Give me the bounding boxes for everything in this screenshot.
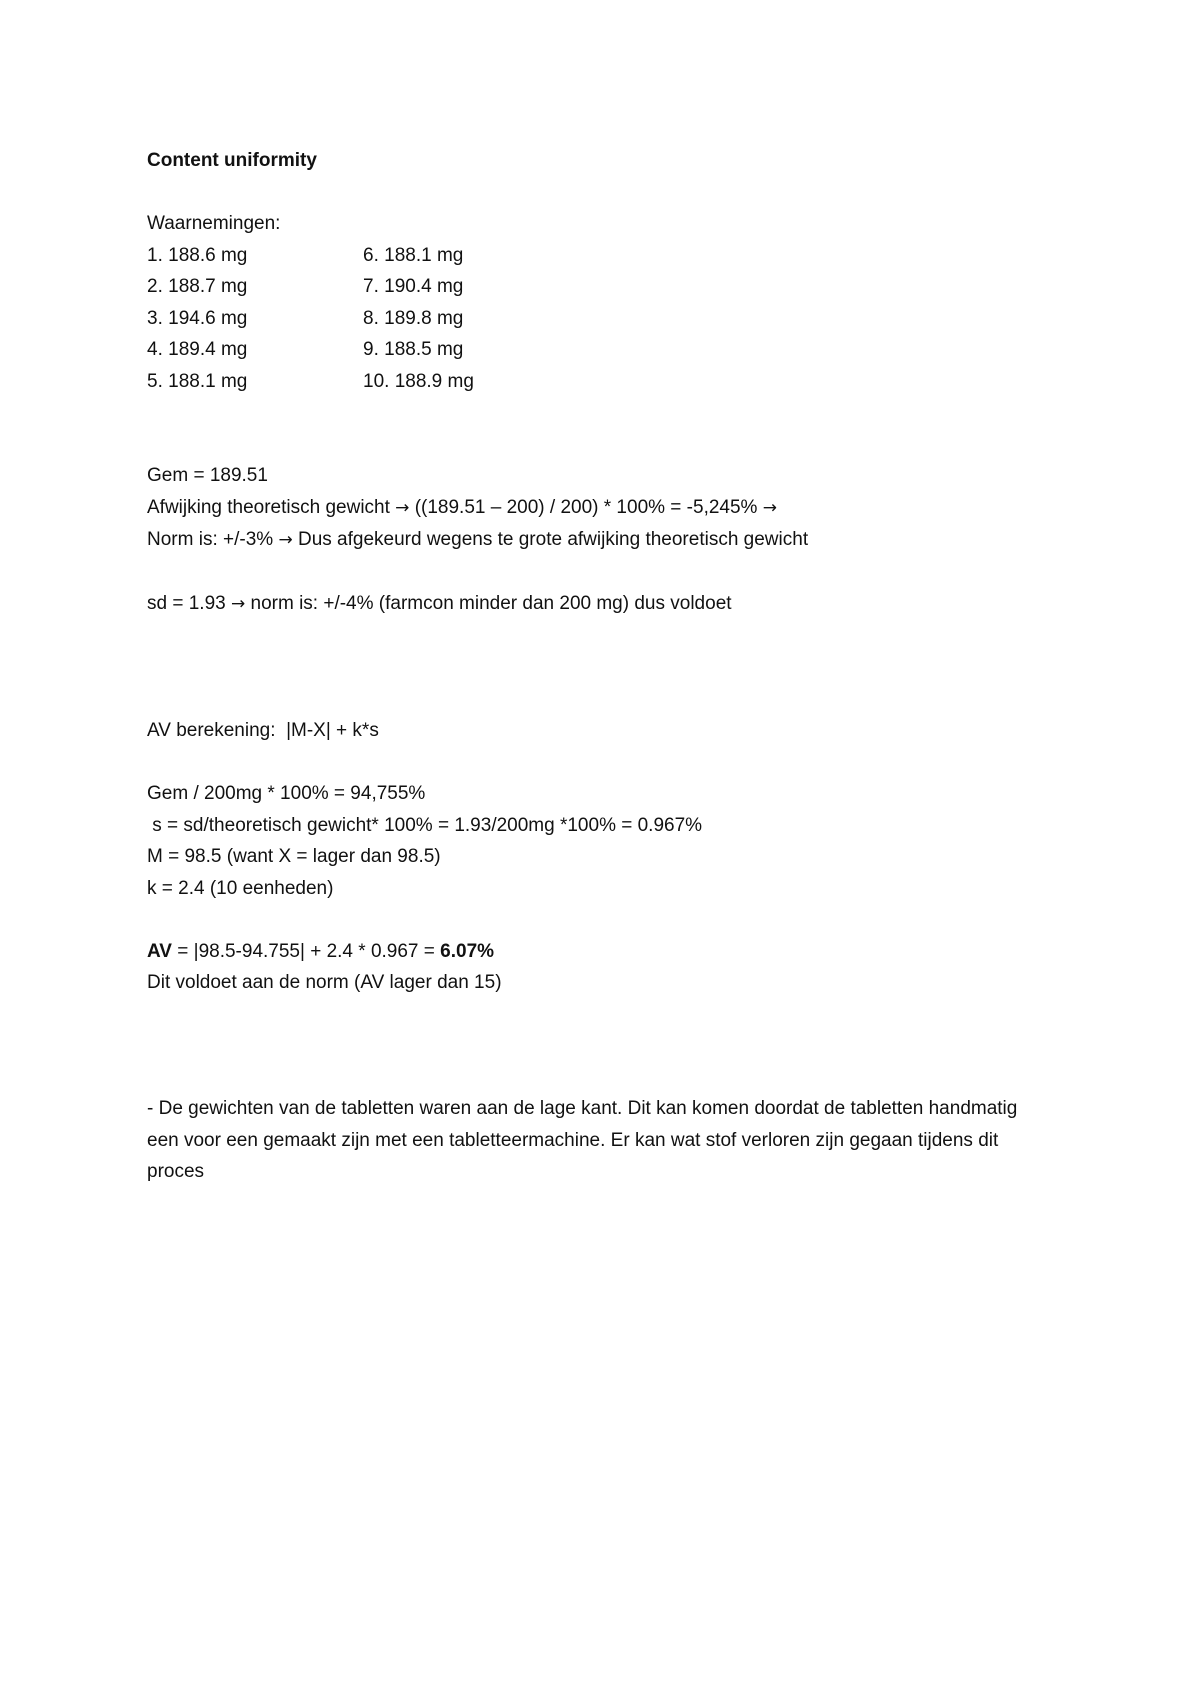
av-heading: AV berekening: |M-X| + k*s — [147, 720, 379, 741]
observations-label: Waarnemingen: — [147, 213, 281, 234]
deviation-text-a: Afwijking theoretisch gewicht — [147, 496, 396, 518]
deviation-text-b: ((189.51 – 200) / 200) * 100% = -5,245% — [409, 496, 763, 518]
av-m-line: M = 98.5 (want X = lager dan 98.5) — [147, 846, 441, 867]
arrow-icon: → — [762, 497, 777, 518]
sd-text-a: sd = 1.93 — [147, 593, 231, 614]
av-conclusion: Dit voldoet aan de norm (AV lager dan 15) — [147, 972, 502, 993]
arrow-icon: → — [395, 497, 410, 518]
observation-2: 2. 188.7 mg — [147, 276, 248, 297]
observation-4: 4. 189.4 mg — [147, 339, 248, 360]
av-result-label: AV — [147, 940, 172, 962]
observation-10: 10. 188.9 mg — [363, 370, 474, 392]
deviation-line — [147, 492, 1047, 525]
sd-text-b: norm is: +/-4% (farmcon minder dan 200 mg) dus voldoet — [245, 593, 732, 614]
norm-text-a: Norm is: +/-3% — [147, 529, 279, 550]
av-result-formula: = |98.5-94.755| + 2.4 * 0.967 = — [171, 940, 441, 962]
av-result-value: 6.07% — [440, 940, 495, 962]
observation-9: 9. 188.5 mg — [363, 339, 464, 360]
document-body — [147, 145, 1047, 1188]
observation-7: 7. 190.4 mg — [363, 276, 464, 297]
av-s-line: s = sd/theoretisch gewicht* 100% = 1.93/200mg *100% = 0.967% — [147, 814, 703, 836]
observations-list — [147, 240, 1047, 398]
av-result-line — [147, 936, 1047, 968]
norm-line — [147, 524, 1047, 557]
observation-5: 5. 188.1 mg — [147, 370, 248, 392]
sd-line — [147, 588, 1047, 621]
norm-text-b: Dus afgekeurd wegens te grote afwijking theoretisch gewicht — [292, 529, 809, 550]
average-line: Gem = 189.51 — [147, 465, 268, 486]
observation-1: 1. 188.6 mg — [147, 244, 248, 266]
observation-8: 8. 189.8 mg — [363, 307, 464, 329]
observation-6: 6. 188.1 mg — [363, 244, 464, 266]
av-k-line: k = 2.4 (10 eenheden) — [147, 877, 334, 899]
arrow-icon: → — [278, 530, 293, 550]
observation-3: 3. 194.6 mg — [147, 307, 248, 329]
av-gem-line: Gem / 200mg * 100% = 94,755% — [147, 783, 426, 804]
arrow-icon: → — [230, 594, 246, 614]
document-title: Content uniformity — [147, 150, 317, 171]
remark-paragraph: - De gewichten van de tabletten waren aan de lage kant. Dit kan komen doordat de tabletten handmatig een voor een gemaakt zijn met een tabletteermachine. Er kan wat stof verloren zijn gegaan tijdens dit proces — [147, 1098, 1018, 1182]
